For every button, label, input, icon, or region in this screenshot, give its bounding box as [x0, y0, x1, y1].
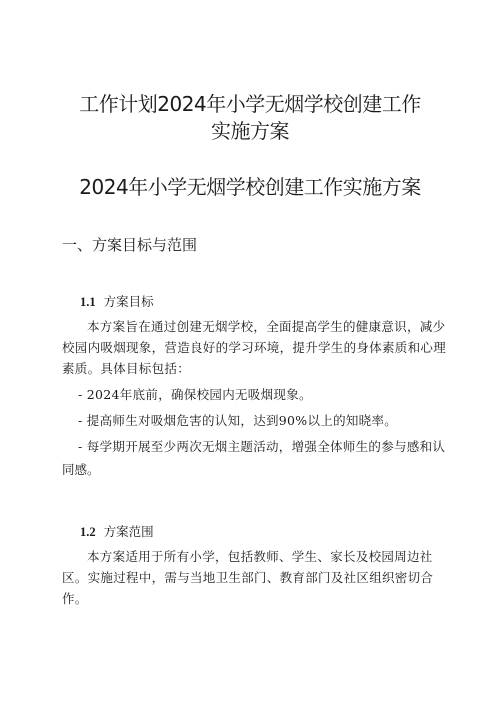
subsection-heading-scope — [80, 523, 154, 541]
subsection-number: 1.2 — [80, 525, 96, 539]
document-title-line2: 实施方案 — [211, 119, 289, 143]
goal-bullet-item: - 提高师生对吸烟危害的认知，达到90%以上的知晓率。 — [78, 413, 398, 428]
goal-bullet-continuation: 同感。 — [62, 462, 100, 477]
document-subtitle: 2024年小学无烟学校创建工作实施方案 — [79, 175, 421, 199]
section-heading-goals-scope: 一、方案目标与范围 — [62, 236, 198, 254]
goal-bullet-item: - 2024年底前，确保校园内无吸烟现象。 — [78, 387, 312, 402]
subsection-label: 方案范围 — [103, 524, 154, 539]
subsection-label: 方案目标 — [103, 294, 154, 309]
scope-paragraph: 本方案适用于所有小学，包括教师、学生、家长及校园周边社区。实施过程中，需与当地卫生部门、教育部门及社区组织密切合作。 — [62, 549, 434, 606]
subsection-number: 1.1 — [80, 295, 96, 309]
goals-intro-paragraph: 本方案旨在通过创建无烟学校，全面提高学生的健康意识，减少校园内吸烟现象，营造良好的学习环境，提升学生的身体素质和心理素质。具体目标包括： — [62, 319, 447, 376]
subsection-heading-goals — [80, 293, 154, 311]
goal-bullet-item: - 每学期开展至少两次无烟主题活动，增强全体师生的参与感和认 — [78, 439, 446, 454]
document-title-line1: 工作计划2024年小学无烟学校创建工作 — [79, 92, 421, 116]
